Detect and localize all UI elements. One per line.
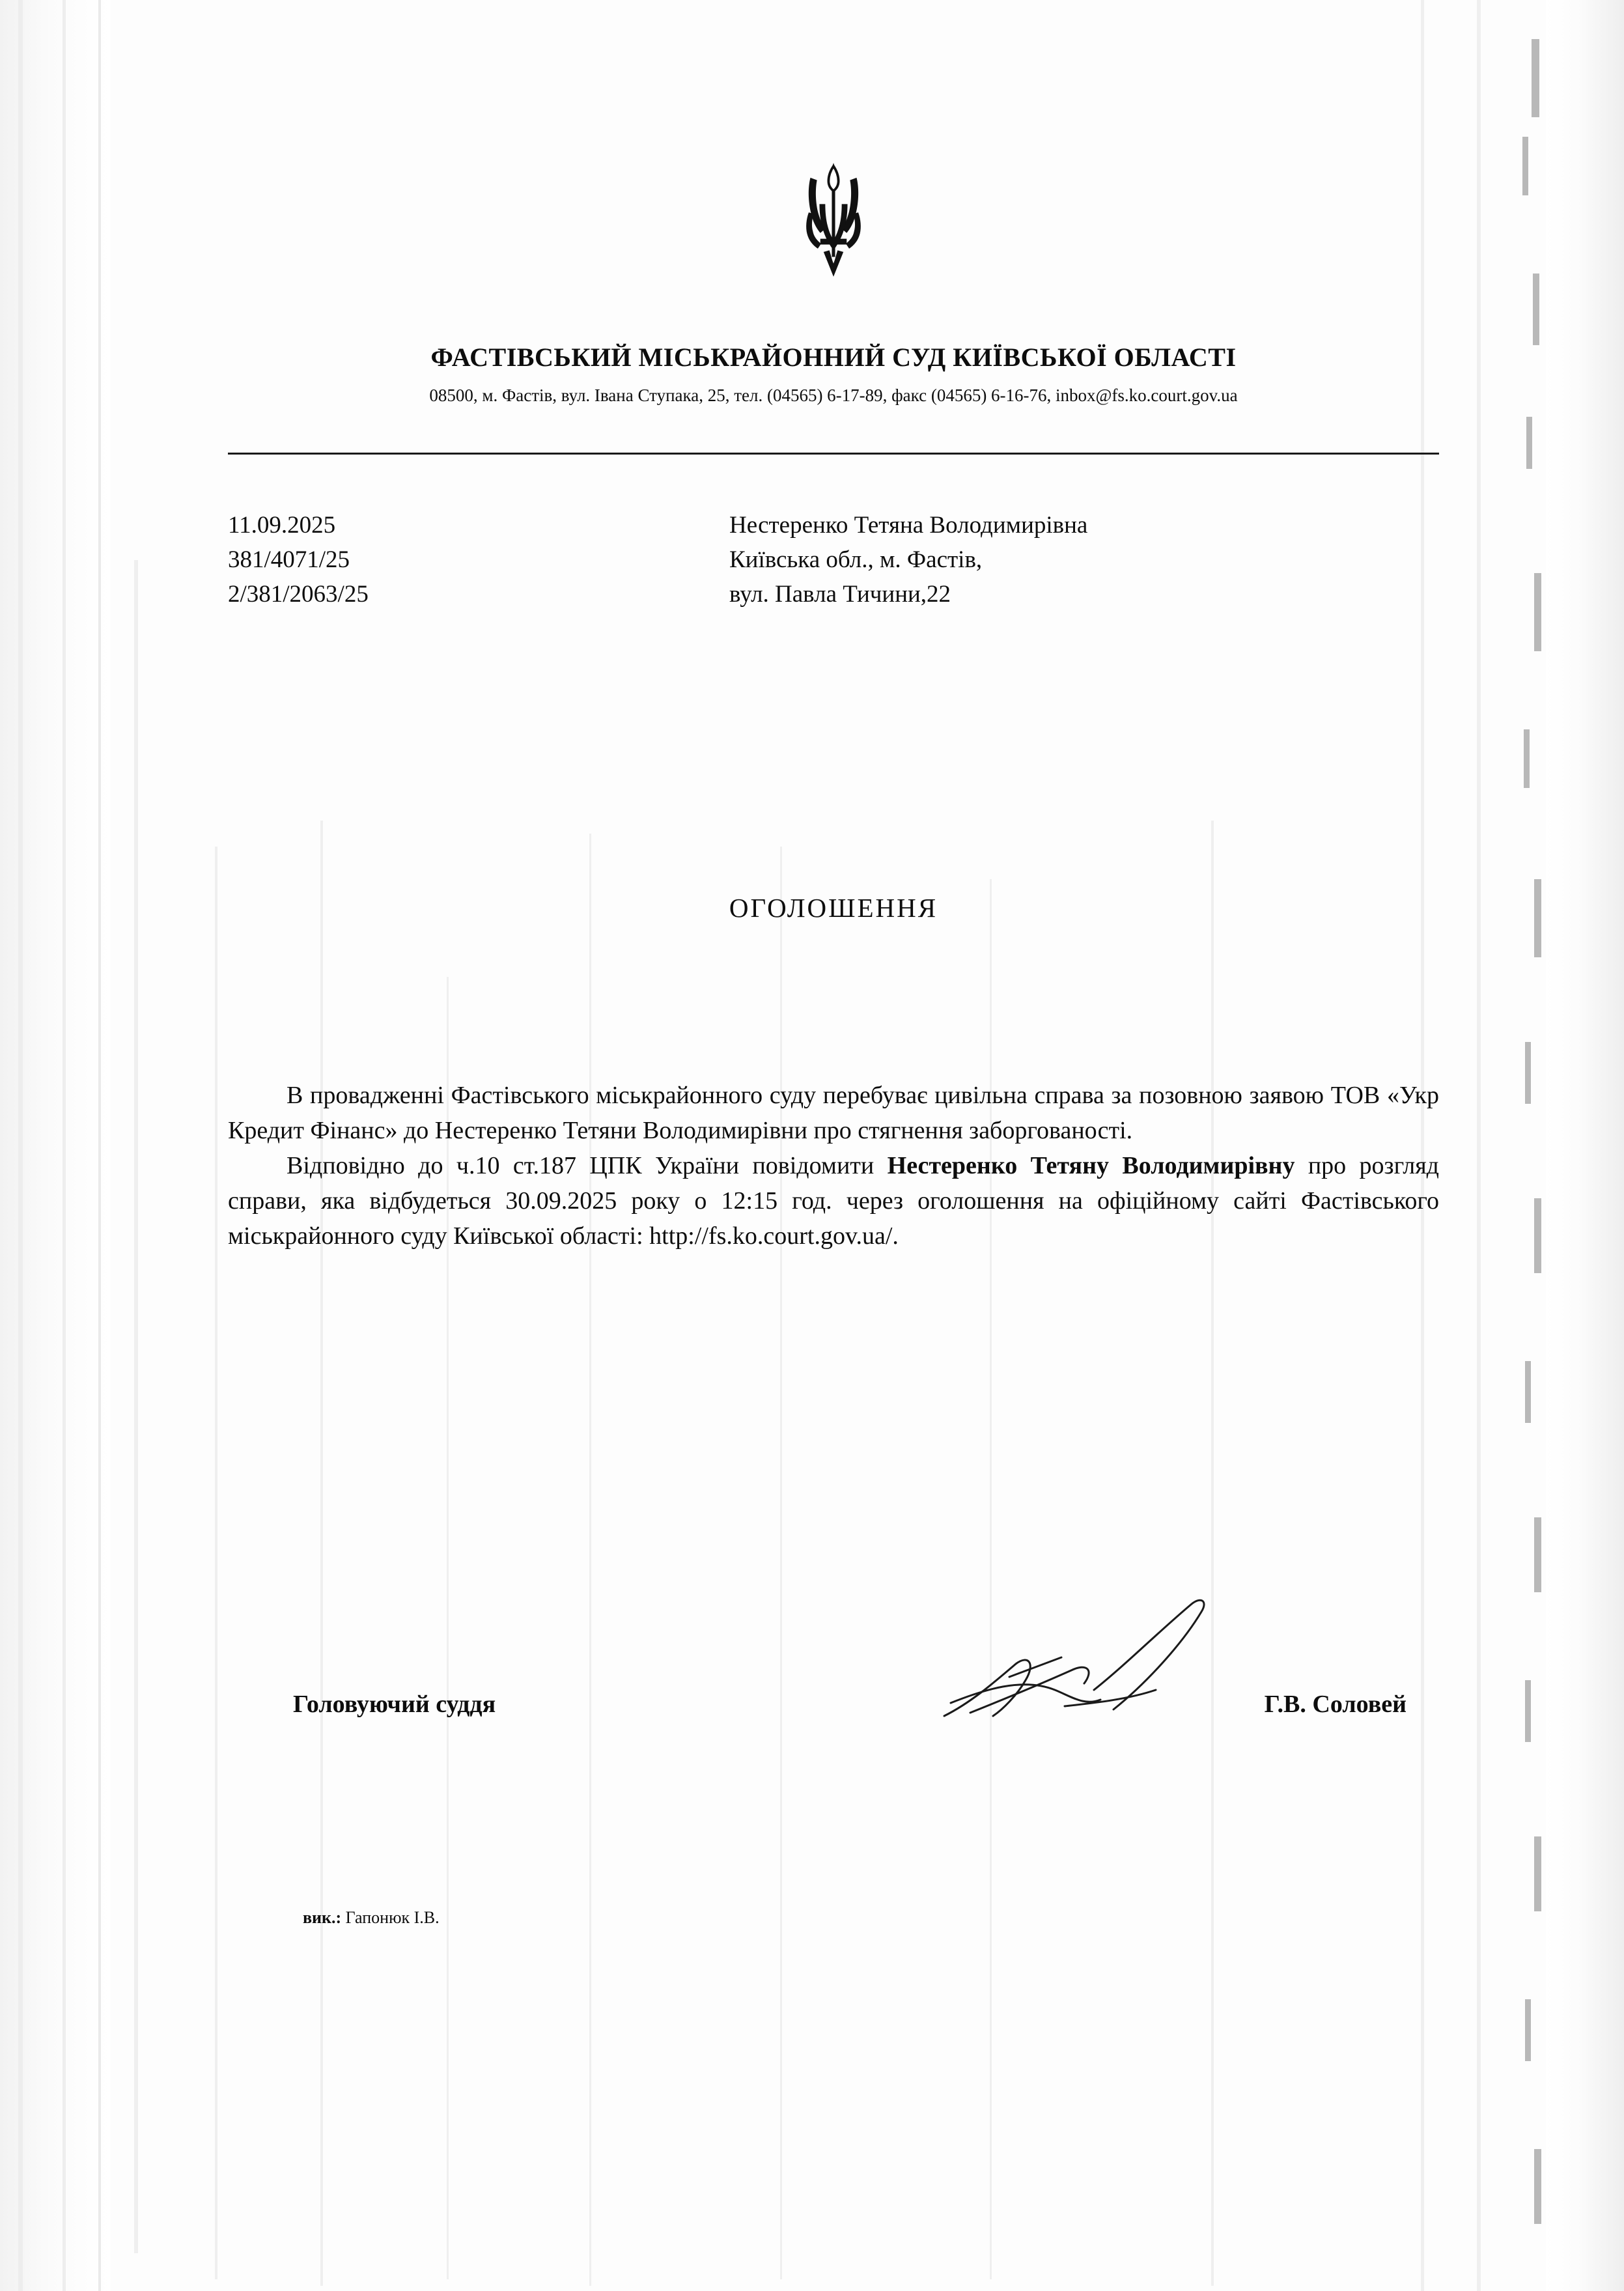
notice-text-lead: Відповідно до ч.10 ст.187 ЦПК України повідомити — [287, 1152, 888, 1179]
scan-streak — [1477, 0, 1481, 2291]
scan-blotch — [1525, 1680, 1531, 1742]
scan-streak — [589, 834, 591, 2286]
scan-blotch — [1534, 1836, 1541, 1911]
addressee-street: вул. Павла Тичини,22 — [729, 581, 951, 608]
scan-blotch — [1533, 274, 1539, 345]
addressee-block — [729, 508, 1087, 611]
document-body — [228, 1078, 1439, 1254]
scan-streak — [98, 0, 101, 2291]
meta-outgoing-number: 381/4071/25 — [228, 546, 350, 573]
scan-edge-left — [0, 0, 111, 2291]
paragraph-case-info: В провадженні Фастівського міськрайонного суду перебуває цивільна справа за позовною заявою ТОВ «Укр Кредит Фінанс» до Нестеренко Тетяни Володимирівни про стягнення заборгованості. — [228, 1082, 1439, 1144]
scan-streak — [18, 0, 23, 2291]
executor-prefix: вик.: — [303, 1908, 342, 1927]
paragraph-notice — [228, 1148, 1439, 1254]
executor-line — [303, 1908, 440, 1928]
scan-blotch — [1525, 1361, 1531, 1423]
addressee-region: Київська обл., м. Фастів, — [729, 546, 983, 573]
judge-name: Г.В. Соловей — [1264, 1691, 1407, 1718]
scan-streak — [63, 0, 66, 2291]
document-meta-block — [228, 508, 369, 611]
meta-case-number: 2/381/2063/25 — [228, 581, 369, 608]
scan-streak — [1211, 821, 1214, 2286]
executor-name: Гапонюк І.В. — [345, 1908, 440, 1927]
scan-blotch — [1532, 39, 1539, 117]
scan-blotch — [1534, 573, 1541, 651]
judge-role-label: Головуючий суддя — [293, 1691, 496, 1718]
scan-streak — [134, 560, 138, 2253]
meta-date: 11.09.2025 — [228, 512, 336, 539]
handwritten-signature-icon — [931, 1592, 1270, 1742]
scan-blotch — [1534, 1198, 1541, 1273]
court-address-line: 08500, м. Фастів, вул. Івана Ступака, 25, тел. (04565) 6-17-89, факс (04565) 6-16-76, inbox@fs.ko.court.gov.ua — [429, 386, 1238, 405]
notice-person-name: Нестеренко Тетяну Володимирівну — [887, 1152, 1295, 1179]
document-title: ОГОЛОШЕННЯ — [729, 893, 938, 923]
scan-streak — [320, 821, 323, 2286]
scan-edge-right — [1546, 0, 1624, 2291]
addressee-name: Нестеренко Тетяна Володимирівна — [729, 512, 1088, 539]
scan-blotch — [1534, 2149, 1541, 2224]
scan-streak — [215, 847, 217, 2279]
scan-blotch — [1525, 1999, 1531, 2061]
scan-blotch — [1522, 137, 1528, 195]
scan-streak — [780, 847, 782, 2279]
scan-blotch — [1526, 417, 1532, 469]
court-name-heading: ФАСТІВСЬКИЙ МІСЬКРАЙОННИЙ СУД КИЇВСЬКОЇ ОБЛАСТІ — [430, 343, 1237, 372]
scan-blotch — [1524, 729, 1530, 788]
notice-text-tail: про розгляд справи, яка відбудеться 30.09.2025 року о 12:15 год. через оголошення на офіційному сайті Фастівського міськрайонного суду Київської області: http://fs.ko.court.gov.ua/. — [228, 1152, 1440, 1250]
scan-blotch — [1525, 1042, 1531, 1104]
scan-blotch — [1534, 879, 1541, 957]
ukraine-trident-emblem-icon — [791, 160, 876, 283]
emblem-container — [215, 160, 1452, 287]
scan-blotch — [1534, 1517, 1541, 1592]
header-divider — [228, 453, 1439, 455]
